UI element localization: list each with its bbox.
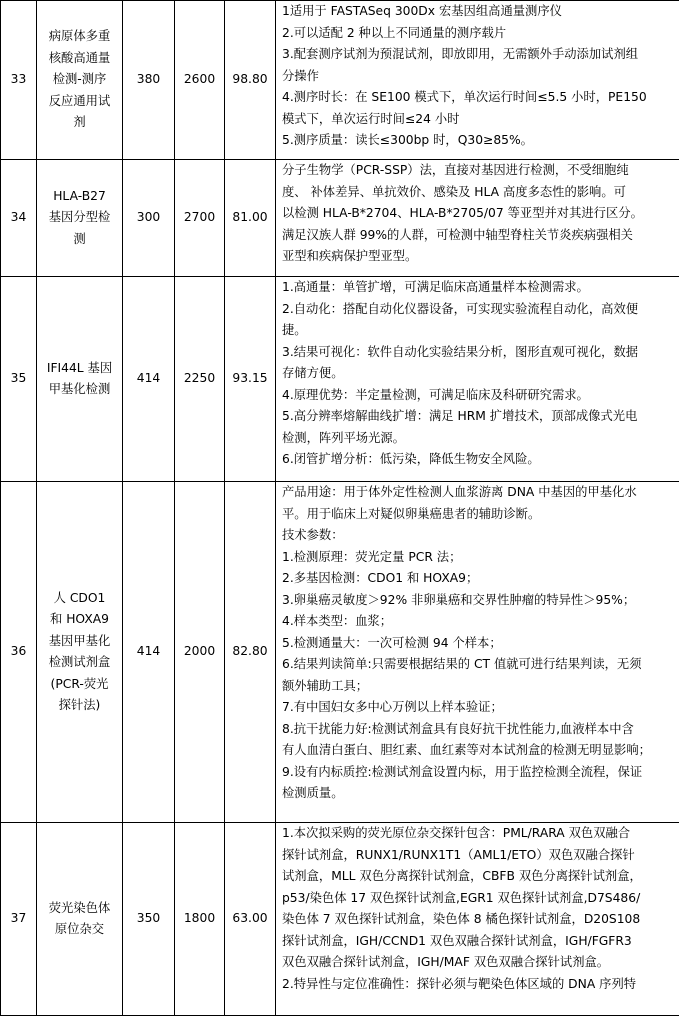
item-name-line: 检测-测序 [41,69,118,91]
item-name-line: IFI44L 基因 [41,358,118,380]
description-line: 双色双融合探针试剂盒，IGH/MAF 双色双融合探针试剂盒。 [282,952,676,974]
item-name-line: 甲基化检测 [41,379,118,401]
description-line: 4.测序时长：在 SE100 模式下，单次运行时间≤5.5 小时，PE150 [282,87,676,109]
item-name-line: (PCR-荧光 [41,674,118,696]
description-line: 1适用于 FASTASeq 300Dx 宏基因组高通量测序仪 [282,1,676,23]
description-line: 亚型和疾病保护型亚型。 [282,246,676,268]
item-number: 37 [1,823,37,1016]
item-name-line: 剂 [41,112,118,134]
description-line: 5.高分辨率熔解曲线扩增：满足 HRM 扩增技术，顶部成像式光电 [282,406,676,428]
item-description [276,482,679,823]
description-line: 5.测序质量：读长≤300bp 时，Q30≥85%。 [282,130,676,152]
description-line: 探针试剂盒，RUNX1/RUNX1T1（AML1/ETO）双色双融合探针 [282,845,676,867]
item-price: 2600 [175,1,225,160]
table-row [1,823,679,1016]
item-quantity: 300 [123,160,175,277]
item-number: 34 [1,160,37,277]
description-line: 产品用途：用于体外定性检测人血浆游离 DNA 中基因的甲基化水 [282,482,676,504]
item-name-line: HLA-B27 [41,186,118,208]
item-name-line: 和 HOXA9 [41,609,118,631]
item-name-line: 原位杂交 [41,919,118,941]
description-line: 存储方便。 [282,363,676,385]
item-price: 1800 [175,823,225,1016]
description-line: 1.高通量：单管扩增，可满足临床高通量样本检测需求。 [282,277,676,299]
item-quantity: 350 [123,823,175,1016]
item-name [37,1,123,160]
description-line: 4.原理优势：半定量检测，可满足临床及科研研究需求。 [282,385,676,407]
description-line: 2.多基因检测：CDO1 和 HOXA9； [282,568,676,590]
item-name-line: 基因分型检 [41,207,118,229]
table-row [1,160,679,277]
description-line: 3.卵巢癌灵敏度＞92% 非卵巢癌和交界性肿瘤的特异性＞95%； [282,590,676,612]
item-number: 36 [1,482,37,823]
description-line: 检测，阵列平场光源。 [282,428,676,450]
item-description [276,277,679,482]
description-line: 6.闭管扩增分析：低污染，降低生物安全风险。 [282,449,676,471]
item-name-line: 基因甲基化 [41,631,118,653]
item-number: 35 [1,277,37,482]
item-name-line: 病原体多重 [41,26,118,48]
description-line: 4.样本类型：血浆； [282,611,676,633]
description-line: 探针试剂盒，IGH/CCND1 双色双融合探针试剂盒，IGH/FGFR3 [282,931,676,953]
item-quantity: 414 [123,277,175,482]
item-name-line: 测 [41,229,118,251]
item-score: 81.00 [225,160,276,277]
table-row [1,277,679,482]
description-line: 7.有中国妇女多中心万例以上样本验证； [282,697,676,719]
item-description [276,823,679,1016]
item-name-line: 人 CDO1 [41,588,118,610]
table-row [1,1,679,160]
item-description [276,1,679,160]
description-line: 平。用于临床上对疑似卵巢癌患者的辅助诊断。 [282,504,676,526]
item-price: 2700 [175,160,225,277]
description-line: 8.抗干扰能力好:检测试剂盒具有良好抗干扰性能力,血液样本中含 [282,719,676,741]
item-name-line: 荧光染色体 [41,898,118,920]
description-line: 捷。 [282,320,676,342]
item-name [37,277,123,482]
table-row [1,482,679,823]
item-quantity: 380 [123,1,175,160]
item-name [37,160,123,277]
description-line: 检测质量。 [282,783,676,805]
description-line: 满足汉族人群 99%的人群，可检测中轴型脊柱关节炎疾病强相关 [282,225,676,247]
item-score: 82.80 [225,482,276,823]
description-line: 1.本次拟采购的荧光原位杂交探针包含：PML/RARA 双色双融合 [282,823,676,845]
item-score: 93.15 [225,277,276,482]
item-score: 63.00 [225,823,276,1016]
item-name-line: 反应通用试 [41,91,118,113]
item-price: 2000 [175,482,225,823]
description-line: 6.结果判读简单:只需要根据结果的 CT 值就可进行结果判读，无须 [282,654,676,676]
description-line: 度、 补体差异、单抗效价、感染及 HLA 高度多态性的影响。可 [282,182,676,204]
description-line: 试剂盒，MLL 双色分离探针试剂盒，CBFB 双色分离探针试剂盒， [282,866,676,888]
description-line: 有人血清白蛋白、胆红素、血红素等对本试剂盒的检测无明显影响； [282,740,676,762]
item-name-line: 检测试剂盒 [41,652,118,674]
description-line: 1.检测原理：荧光定量 PCR 法； [282,547,676,569]
description-line: 额外辅助工具； [282,676,676,698]
description-line: 2.自动化：搭配自动化仪器设备，可实现实验流程自动化，高效便 [282,299,676,321]
description-line: 以检测 HLA-B*2704、HLA-B*2705/07 等亚型并对其进行区分。 [282,203,676,225]
item-number: 33 [1,1,37,160]
description-line: 技术参数： [282,525,676,547]
item-score: 98.80 [225,1,276,160]
description-line: 模式下，单次运行时间≤24 小时 [282,109,676,131]
description-line: 2.特异性与定位准确性：探针必须与靶染色体区域的 DNA 序列特 [282,974,676,996]
item-name-line: 探针法) [41,695,118,717]
description-line: 分子生物学（PCR-SSP）法，直接对基因进行检测，不受细胞纯 [282,160,676,182]
description-line: 3.结果可视化：软件自动化实验结果分析，图形直观可视化，数据 [282,342,676,364]
description-line: 2.可以适配 2 种以上不同通量的测序载片 [282,23,676,45]
item-name [37,823,123,1016]
description-line: 5.检测通量大：一次可检测 94 个样本； [282,633,676,655]
description-line: 分操作 [282,66,676,88]
description-line: 9.设有内标质控:检测试剂盒设置内标，用于监控检测全流程，保证 [282,762,676,784]
item-quantity: 414 [123,482,175,823]
description-line: p53/染色体 17 双色探针试剂盒,EGR1 双色探针试剂盒,D7S486/ [282,888,676,910]
item-price: 2250 [175,277,225,482]
description-line: 3.配套测序试剂为预混试剂，即放即用，无需额外手动添加试剂组 [282,44,676,66]
item-name [37,482,123,823]
description-line: 染色体 7 双色探针试剂盒，染色体 8 橘色探针试剂盒，D20S108 [282,909,676,931]
item-name-line: 核酸高通量 [41,48,118,70]
item-description [276,160,679,277]
